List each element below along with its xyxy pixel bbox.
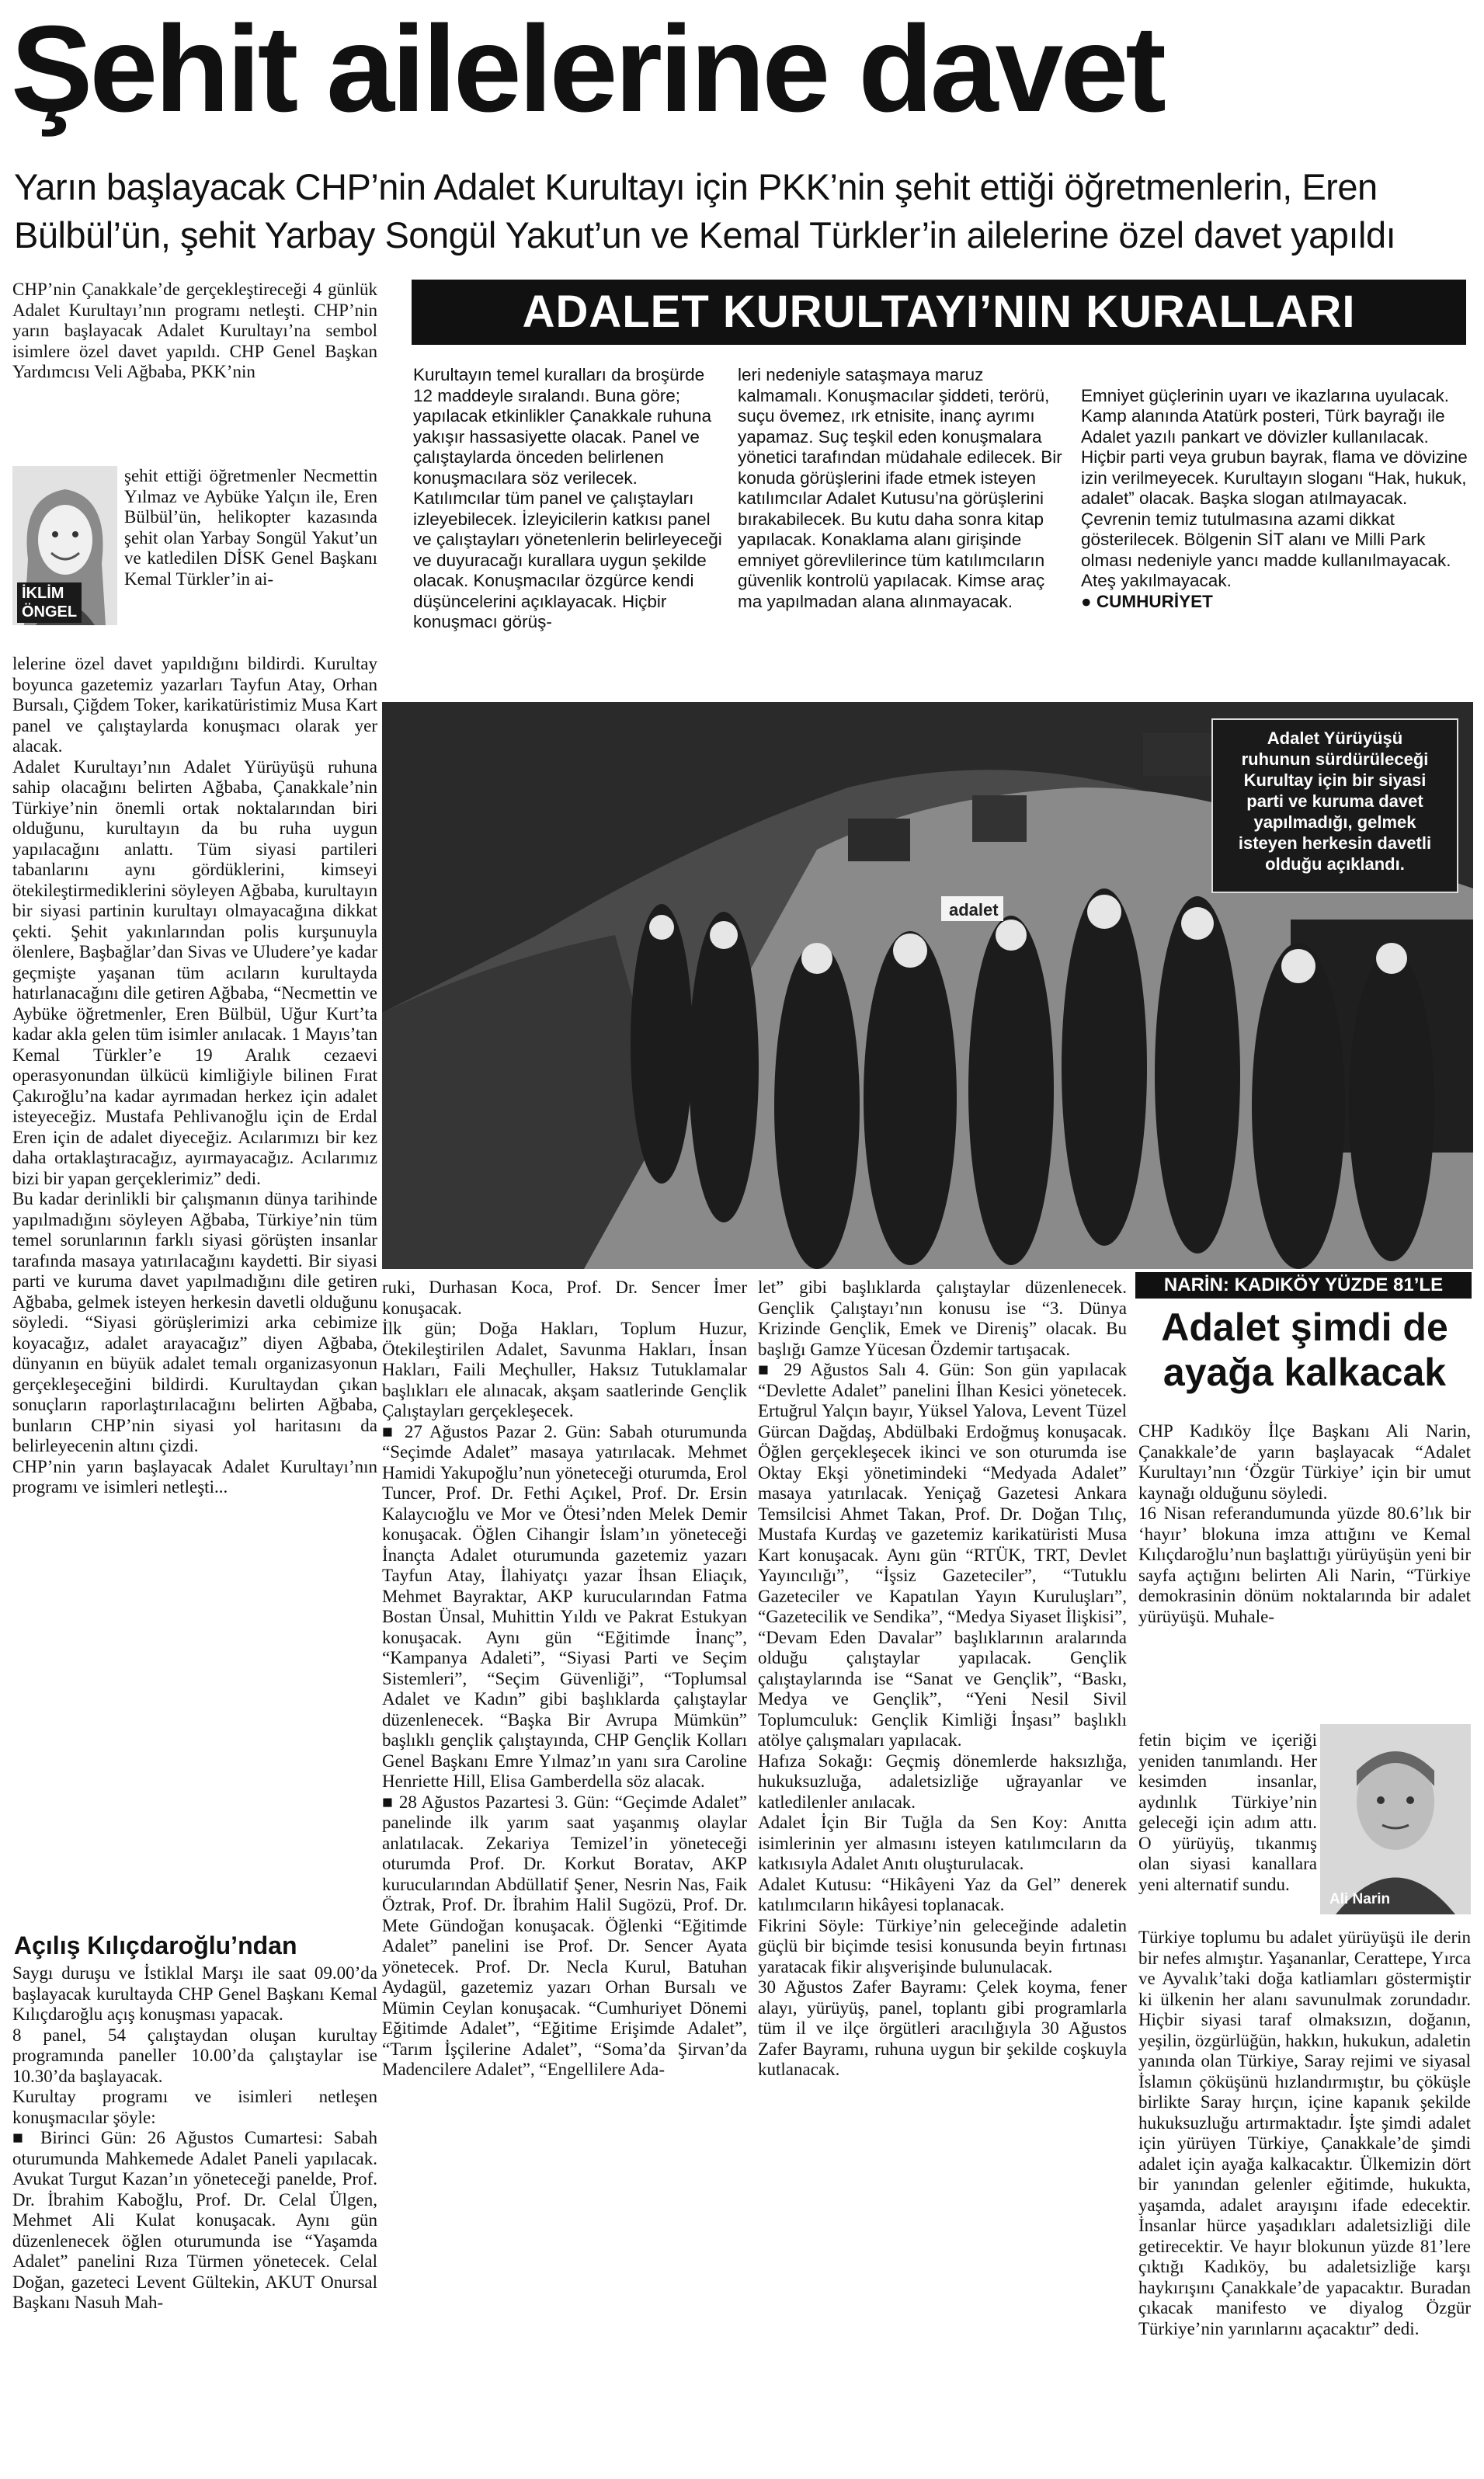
rules-source: ● CUMHURİYET <box>1081 591 1213 611</box>
subheadline-line-2: Bülbül’ün, şehit Yarbay Songül Yakut’un ve Kemal Türkler’in ailelerine özel davet yapıldı <box>14 214 1396 256</box>
photo-caption: Adalet Yürüyüşü ruhunun sürdürüleceği Kurultay için bir siyasi parti ve kuruma davet yapılmadığı, gelmek isteyen herkesin davetli olduğu açıklandı. <box>1211 718 1458 893</box>
ali-narin-caption: Ali Narin <box>1329 1891 1391 1907</box>
section-subheading: Açılış Kılıçdaroğlu’ndan <box>14 1931 297 1959</box>
subheadline <box>14 163 1474 259</box>
ali-narin-portrait <box>1320 1724 1471 1914</box>
side-article-body: Türkiye toplumu bu adalet yürüyüşü ile derin bir nefes almıştır. Yaşananlar, Cerattepe, Yırca ve Ayvalık’taki doğa katliamları göstermiştir ki ülkenin her alanı savunulmak zorundadır. Hiçbir siyasi taraf olmaksızın, doğanın, yeşilin, özgürlüğün, hakkın, hukukun, adaletin yanında olan Türkiye, Saray rejimi ve siyasal İslamın çöküşünü hızlandırmıştır, bu çöküşle birlikte Saray hırçın, içine kapanık şekilde hukuksuzluğu artırmaktadır. İşte şimdi adalet için yürüyen Türkiye, Çanakkale’de şimdi adalet için ayağa kalkacaktır. Ülkemizin dört bir yanından gelenler eğitimde, hukukta, yaşamda, adalet arayışını ifade edecektir. İnsanlar hürce yaşadıkları adaletsizliği dile getirecektir. Ve hayır blokunun yüzde 81’lere çıktığı Kadıköy, bu adaletsizliğe karşı haykırışını Çanakkale’de yapacaktır. Buradan çıkacak manifesto ve diyalog Özgür Türkiye’nin yarınlarını açacaktır” dedi. <box>1138 1928 1471 2338</box>
headline: Şehit ailelerine davet <box>11 1 1163 137</box>
march-banner-text: adalet <box>949 900 999 920</box>
author-name: İKLİM ÖNGEL <box>17 582 82 623</box>
subheadline-line-1: Yarın başlayacak CHP’nin Adalet Kurultayı için PKK’nin şehit ettiği öğretmenlerin, Eren <box>14 166 1378 207</box>
ali-narin-photo <box>1320 1724 1471 1914</box>
rules-banner: ADALET KURULTAYI’NIN KURALLARI <box>412 280 1466 345</box>
rules-column-1: Kurultayın temel kuralları da broşürde 12 maddeyle sıralandı. Buna göre; yapılacak etkinlikler Çanakkale ruhuna yakışır hassasiyette olacak. Panel ve çalıştaylarda önceden belirlenen konuşmacılara söz verilecek. Katılımcılar tüm panel ve çalıştayları izleyebilecek. İzleyicilerin katkısı panel ve çalıştayları yönetenlerin belirleyeceği ve duyuracağı kurallara uygun şekilde olacak. Konuşmacılar özgürce kendi düşüncelerini açıklayacak. Hiçbir konuşmacı görüş- <box>413 365 722 631</box>
rules-column-3-text: Emniyet güçlerinin uyarı ve ikazlarına uyulacak. Kamp alanında Atatürk posteri, Türk bayrağı ile Adalet yazılı pankart ve dövizler kullanılacak. Hiçbir parti veya grubun bayrak, flama ve dövizine izin verilmeyecek. Kurultayın sloganı “Hak, hukuk, adalet” olacak. Başka slogan atılmayacak. Çevrenin temiz tutulmasına azami dikkat gösterilecek. Bölgenin SİT alanı ve Milli Park olması nedeniyle yancı madde kullanılmayacak. Ateş yakılmayacak. <box>1081 385 1468 590</box>
rules-column-2: leri nedeniyle sataşmaya maruz kalmamalı. Konuşmacılar şiddeti, terörü, suçu övemez, ırk etnisite, inanç ayrımı yapamaz. Suç teşkil eden konuşmalara yönetici tarafından müdahale edilecek. Bir konuda görüşlerini ifade etmek isteyen katılımcılar Adalet Kutusu’na görüşlerini bırakabilecek. Bu kutu daha sonra kitap yapılacak. Konaklama alanı girişinde emniyet görevlilerince tüm katılımcıların güvenlik kontrolü yapılacak. Kimse araç ma yapılmadan alana alınmayacak. <box>738 365 1062 611</box>
author-portrait <box>12 466 117 625</box>
main-article-beside-portrait: şehit ettiği öğretmenler Necmettin Yılmaz ve Aybüke Yalçın ile, Eren Bülbül’ün, helikopter kazasında şehit olan Yarbay Songül Yakut’un ve katledilen DİSK Genel Başkanı Kemal Türkler’in ai- <box>124 466 377 589</box>
main-article-program: Saygı duruşu ve İstiklal Marşı ile saat 09.00’da başlayacak kurultayda CHP Genel Başkanı Kemal Kılıçdaroğlu açış konuşması yapacak. 8 panel, 54 çalıştaydan oluşan kurultay programında paneller 10.00’da çalıştaylar ise 10.30’da başlayacak. Kurultay programı ve isimleri netleşen konuşmacılar şöyle: ■ Birinci Gün: 26 Ağustos Cumartesi: Sabah oturumunda Mahkemede Adalet Paneli yapılacak. Avukat Turgut Kazan’ın yöneteceği panelde, Prof. Dr. İbrahim Kaboğlu, Prof. Dr. Celal Ülgen, Mehmet Ali Kulat konuşacak. Aynı gün düzenlenecek öğlen oturumunda ise “Yaşamda Adalet” panelini Rıza Türmen yönetecek. Celal Doğan, gazeteci Levent Gültekin, AKUT Onursal Başkanı Nasuh Mah- <box>12 1963 377 2312</box>
side-article-beside-portrait: fetin biçim ve içeriği yeniden tanımlandı. Her kesimden insanlar, aydınlık Türkiye’nin geleceği için adım attı. O yürüyüş, tıkanmış olan siyasi kanallara yeni alternatif sundu. <box>1138 1730 1317 1894</box>
side-article-title: Adalet şimdi de ayağa kalkacak <box>1161 1306 1448 1394</box>
main-article-body: lelerine özel davet yapıldığını bildirdi. Kurultay boyunca gazetemiz yazarları Tayfun Atay, Orhan Bursalı, Çiğdem Toker, karikatüristimiz Musa Kart panel ve çalıştaylarda konuşmacı olarak yer alacak. Adalet Kurultayı’nın Adalet Yürüyüşü ruhuna sahip olacağını belirten Ağbaba, Çanakkale’nin Türkiye’nin önemli ortak noktalarından biri olduğunu, kurultayın da bu ruha uygun yapılacağını anlattı. Tüm siyasi partileri tabanlarını aynı gördüklerini, kimseyi ötekileştirmediklerini söyleyen Ağbaba, kurultayın bir siyasi partinin kurultayı olmayacağına dikkat çekti. Şehit yakınlarından polis kurşunuyla ölenlere, Başbağlar’dan Sivas ve Uludere’ye kadar geçmişte yaşanan tüm acıların kurultayda hatırlanacağını dile getiren Ağbaba, “Necmettin ve Aybüke öğretmenler, Eren Bülbül, Uğur Kurt’ta kadar akla gelen tüm isimler anılacak. 1 Mayıs’tan Kemal Türkler’e 19 Aralık cezaevi operasyonundan ülkücü kimliğiyle bilinen Fırat Çakıroğlu’na kadar ayrımadan herkez için adalet isteyeceğiz. Mustafa Pehlivanoğlu için de Erdal Eren için de adalet diyeceğiz. Acılarımızı bir kez daha ortaklaştıracağız, ayırmayacağız. Acılarımız bizi bir yapan gerçeklerimiz” dedi. Bu kadar derinlikli bir çalışmanın dünya tarihinde yapılmadığını söyleyen Ağbaba, Türkiye’nin tüm temel sorunlarının farklı siyasi görüşten insanlar tarafında masaya yatırılacağını kaydetti. Bir siyasi parti ve kuruma davet yapılmadığını dile getiren Ağbaba, gelmek isteyen herkesin davetli olduğunu söyledi. “Siyasi görüşlerimizi arka cebimize koyacağız, adalet arayacağız” diyen Ağbaba, dünyanın en büyük adalet temalı organizasyonun gerçekleşeceğini bildirdi. Kurultaydan çıkan sonuçların raporlaştırılacağını belirten Ağbaba, bunların CHP’nin siyasi yol haritasını da belirleyecenin altını çizdi. CHP’nin yarın başlayacak Adalet Kurultayı’nın programı ve isimleri netleşti... <box>12 654 377 1497</box>
side-kicker: NARİN: KADIKÖY YÜZDE 81’LE <box>1135 1272 1472 1299</box>
main-article-intro: CHP’nin Çanakkale’de gerçekleştireceği 4 günlük Adalet Kurultayı’nın programı netleşti. CHP’nin yarın başlayacak Adalet Kurultayı’na sembol isimlere özel davet yapıldı. CHP Genel Başkan Yardımcısı Veli Ağbaba, PKK’nin <box>12 280 377 381</box>
program-column-1: ruki, Durhasan Koca, Prof. Dr. Sencer İmer konuşacak. İlk gün; Doğa Hakları, Toplum Huzur, Ötekileştirilen Adalet, Savunma Hakları, İnsan Hakları, Faili Meçhuller, Haksız Tutuklamalar başlıkları ele alınacak, akşam saatlerinde Gençlik Çalıştayları gerçekleşecek. ■ 27 Ağustos Pazar 2. Gün: Sabah oturumunda “Seçimde Adalet” masaya yatırılacak. Mehmet Hamidi Yakupoğlu’nun yöneteceği oturumda, Erol Tuncer, Prof. Dr. Fethi Açıkel, Prof. Dr. Ersin Kalaycıoğlu ve Mor ve Ötesi’nden Melek Demir konuşacak. Öğlen Cihangir İslam’ın yöneteceği İnançta Adalet oturumunda gazetemiz yazarı Tayfun Atay, İlahiyatçı yazar İhsan Eliaçık, Mehmet Bayraktar, AKP kurucularından Fatma Bostan Ünsal, Muhittin Yıldı ve Pakrat Estukyan konuşacak. Aynı gün “Eğitimde İnanç”, “Kampanya Adaleti”, “Siyasi Parti ve Seçim Sistemleri”, “Seçim Güvenliği”, “Toplumsal Adalet ve Kadın” gibi başlıklarda çalıştaylar düzenlenecek. “Başka Bir Avrupa Mümkün” başlıklı gençlik çalıştayında, CHP Gençlik Kolları Genel Başkanı Emre Yılmaz’ın yanı sıra Caroline Henriette Hill, Elisa Gamberdella söz alacak. ■ 28 Ağustos Pazartesi 3. Gün: “Geçimde Adalet” panelinde ilk yarım saat yaşanmış olaylar anlatılacak. Zekariya Temizel’in yöneteceği oturumda Prof. Dr. Korkut Boratav, AKP kurucularından Abdüllatif Şener, Nesrin Nas, Faik Öztrak, Prof. Dr. İbrahim Halil Sugözü, Prof. Dr. Mete Gündoğan konuşacak. Öğlenki “Eğitimde Adalet” panelini ise Prof. Dr. Sencer Ayata yönetecek. Prof. Dr. Necla Kurul, Batuhan Aydagül, gazetemiz yazarı Orhan Bursalı ve Mümin Ceylan konuşacak. “Cumhuriyet Dönemi Eğitimde Adalet”, “Eğitime Erişimde Adalet”, “Tarım İşçilerine Adalet”, “Soma’da Şirvan’da Madencilere Adalet”, “Engellilere Ada- <box>382 1278 747 2079</box>
side-article-intro: CHP Kadıköy İlçe Başkanı Ali Narin, Çanakkale’de yarın başlayacak “Adalet Kurultayı’nın ‘Özgür Türkiye’ için bir umut kaynağı olduğunu söyledi. 16 Nisan referandumunda yüzde 80.6’lık bir ‘hayır’ blokuna imza attığını ve Kemal Kılıçdaroğlu’nun başlattığı yürüyüşün yeni bir sayfa açtığını belirten Ali Narin, “Türkiye demokrasinin dönüm noktalarında bir adalet yürüyüşü. Muhale- <box>1138 1421 1471 1626</box>
rules-column-3 <box>1081 365 1469 695</box>
program-column-2: let” gibi başlıklarda çalıştaylar düzenlenecek. Gençlik Çalıştayı’nın konusu ise “3. Dünya Krizinde Gençlik, Emek ve Direniş” olacak. Bu başlığı Gamze Yücesan Özdemir tartışacak. ■ 29 Ağustos Salı 4. Gün: Son gün yapılacak “Devlette Adalet” panelini İlhan Kesici yönetecek. Ertuğrul Yalçın bayır, Yüksel Yalova, Levent Tüzel Gürcan Dağdaş, Abdülbaki Erdoğmuş konuşacak. Öğlen gerçekleşecek ikinci ve son oturumda ise Oktay Ekşi yönetimindeki “Medyada Adalet” masaya yatırılacak. Yeniçağ Gazetesi Ankara Temsilcisi Ahmet Takan, Prof. Dr. Doğan Tılıç, Mustafa Kurdaş ve gazetemiz karikatüristi Musa Kart konuşacak. Aynı gün “RTÜK, TRT, Devlet Yayıncılığı”, “İşsiz Gazeteciler”, “Tutuklu Gazeteciler ve Kapatılan Yayın Kuruluşları”, “Gazetecilik ve Sendika”, “Medya Siyaset İlişkisi”, “Devam Eden Davalar” başlıklarının aralarında olduğu çalıştaylar yapılacak. Gençlik çalıştaylarında ise “Sanat ve Gençlik”, “Baskı, Medya ve Gençlik”, “Yeni Nesil Sivil Toplumculuk: Gençlik Kimliği İnşası” başlıklı atölye çalışmaları yapılacak. Hafıza Sokağı: Geçmiş dönemlerde haksızlığa, hukuksuzluğa, adaletsizliğe uğrayanlar ve katledilenler anılacak. Adalet İçin Bir Tuğla da Sen Koy: Anıtta isimlerinin yer almasını isteyen katılımcıların da katkısıyla Adalet Anıtı oluşturulacak. Adalet Kutusu: “Hikâyeni Yaz da Gel” denerek katılımcıların hikâyesi toplanacak. Fikrini Söyle: Türkiye’nin geleceğinde adaletin güçlü bir biçimde tesisi konusunda beyin fırtınası yaratacak fikir alışverişinde bulunulacak. 30 Ağustos Zafer Bayramı: Çelek koyma, fener alayı, yürüyüş, panel, toplantı gibi programlarla tüm il ve ilçe örgütleri aracılığıyla 30 Ağustos Zafer Bayramı, ruhuna uygun bir şekilde coşkuyla kutlanacak. <box>758 1278 1127 2079</box>
